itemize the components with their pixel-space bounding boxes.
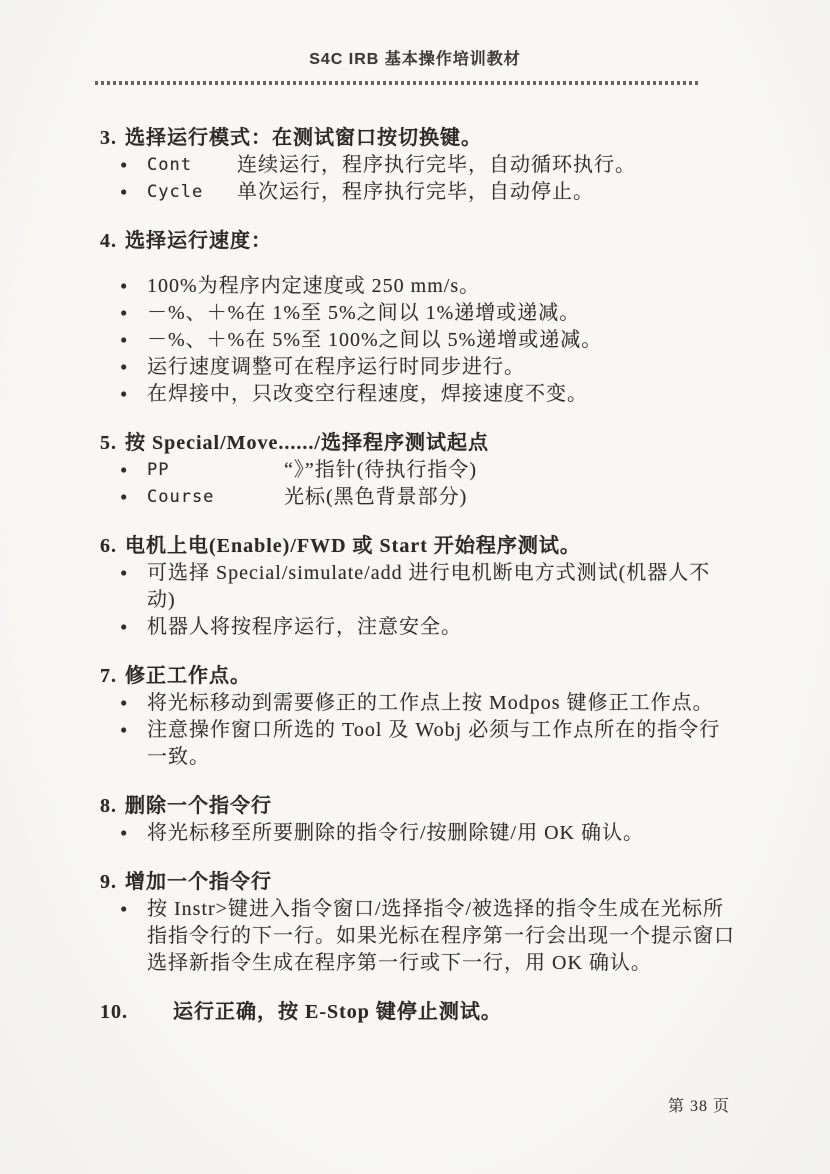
page-header [0,0,830,85]
section-10 [100,999,738,1026]
page-number: 第 38 页 [667,1098,730,1115]
list-item [100,820,738,847]
section-heading-text: 按 Special/Move....../选择程序测试起点 [125,432,489,454]
bullet-text: 光标(黑色背景部分) [284,486,468,508]
bullet-term: Course [147,487,215,507]
bullet-icon: • [120,458,129,482]
bullet-text: 单次运行，程序执行完毕，自动停止。 [237,181,594,203]
bullet-list [100,152,738,206]
bullet-icon: • [120,274,129,298]
bullet-text: 100%为程序内定速度或 250 mm/s。 [147,275,481,297]
bullet-text: －%、＋%在 1%至 5%之间以 1%递增或递减。 [147,302,581,324]
bullet-text: “》”指针(待执行指令) [284,459,478,481]
section-7 [100,663,738,771]
list-item [100,614,738,641]
section-4 [100,228,738,408]
section-heading-text: 电机上电(Enable)/FWD 或 Start 开始程序测试。 [125,535,581,557]
bullet-icon: • [120,382,129,406]
section-9 [100,869,738,977]
section-heading [100,999,738,1026]
bullet-icon: • [120,821,129,845]
section-6 [100,533,738,641]
section-heading [100,663,738,690]
bullet-list [100,820,738,847]
bullet-icon: • [120,897,129,921]
section-number: 4. [100,230,117,252]
section-heading [100,869,738,896]
section-heading [100,228,738,255]
section-heading [100,533,738,560]
bullet-list [100,560,738,641]
list-item [100,327,738,354]
bullet-list [100,457,738,511]
bullet-icon: • [120,485,129,509]
page-content [100,125,738,1026]
list-item [100,690,738,717]
list-item [100,717,738,771]
bullet-icon: • [120,691,129,715]
section-heading [100,125,738,152]
list-item [100,457,738,484]
section-heading-text: 增加一个指令行 [125,871,272,893]
bullet-list [100,896,738,977]
section-heading-text: 运行正确，按 E-Stop 键停止测试。 [173,1001,502,1023]
bullet-term: PP [147,460,170,480]
list-item [100,152,738,179]
header-divider [95,81,700,85]
section-3 [100,125,738,206]
section-heading [100,430,738,457]
bullet-term: Cont [147,155,192,175]
bullet-list [100,273,738,408]
bullet-list [100,690,738,771]
bullet-text: 在焊接中，只改变空行程速度，焊接速度不变。 [147,383,588,405]
bullet-icon: • [120,301,129,325]
section-number: 5. [100,432,117,454]
list-item [100,560,738,614]
section-heading-text: 选择运行速度： [125,230,272,252]
list-item [100,896,738,977]
section-number: 10. [100,1001,128,1023]
bullet-text: 按 Instr>键进入指令窗口/选择指令/被选择的指令生成在光标所指指令行的下一行。如果光标在程序第一行会出现一个提示窗口选择新指令生成在程序第一行或下一行，用 OK 确认。 [147,898,735,974]
section-heading-text: 选择运行模式：在测试窗口按切换键。 [125,127,482,149]
bullet-icon: • [120,328,129,352]
section-5 [100,430,738,511]
bullet-text: 机器人将按程序运行，注意安全。 [147,616,462,638]
section-number: 3. [100,127,117,149]
bullet-icon: • [120,615,129,639]
list-item [100,484,738,511]
bullet-icon: • [120,355,129,379]
section-number: 8. [100,795,117,817]
list-item [100,381,738,408]
bullet-text: 将光标移至所要删除的指令行/按删除键/用 OK 确认。 [147,822,644,844]
page-footer [668,1093,730,1116]
bullet-icon: • [120,153,129,177]
bullet-term: Cycle [147,182,204,202]
bullet-text: －%、＋%在 5%至 100%之间以 5%递增或递减。 [147,329,603,351]
bullet-icon: • [120,718,129,742]
section-number: 6. [100,535,117,557]
section-heading-text: 删除一个指令行 [125,795,272,817]
list-item [100,273,738,300]
bullet-text: 运行速度调整可在程序运行时同步进行。 [147,356,525,378]
section-number: 7. [100,665,117,687]
section-heading-text: 修正工作点。 [125,665,251,687]
list-item [100,179,738,206]
list-item [100,300,738,327]
bullet-text: 可选择 Special/simulate/add 进行电机断电方式测试(机器人不动) [147,562,711,611]
bullet-text: 将光标移动到需要修正的工作点上按 Modpos 键修正工作点。 [147,692,714,714]
list-item [100,354,738,381]
bullet-text: 注意操作窗口所选的 Tool 及 Wobj 必须与工作点所在的指令行一致。 [147,719,721,768]
bullet-icon: • [120,180,129,204]
section-number: 9. [100,871,117,893]
bullet-icon: • [120,561,129,585]
section-heading [100,793,738,820]
section-8 [100,793,738,847]
bullet-text: 连续运行，程序执行完毕，自动循环执行。 [237,154,636,176]
page-title: S4C IRB 基本操作培训教材 [309,51,521,68]
